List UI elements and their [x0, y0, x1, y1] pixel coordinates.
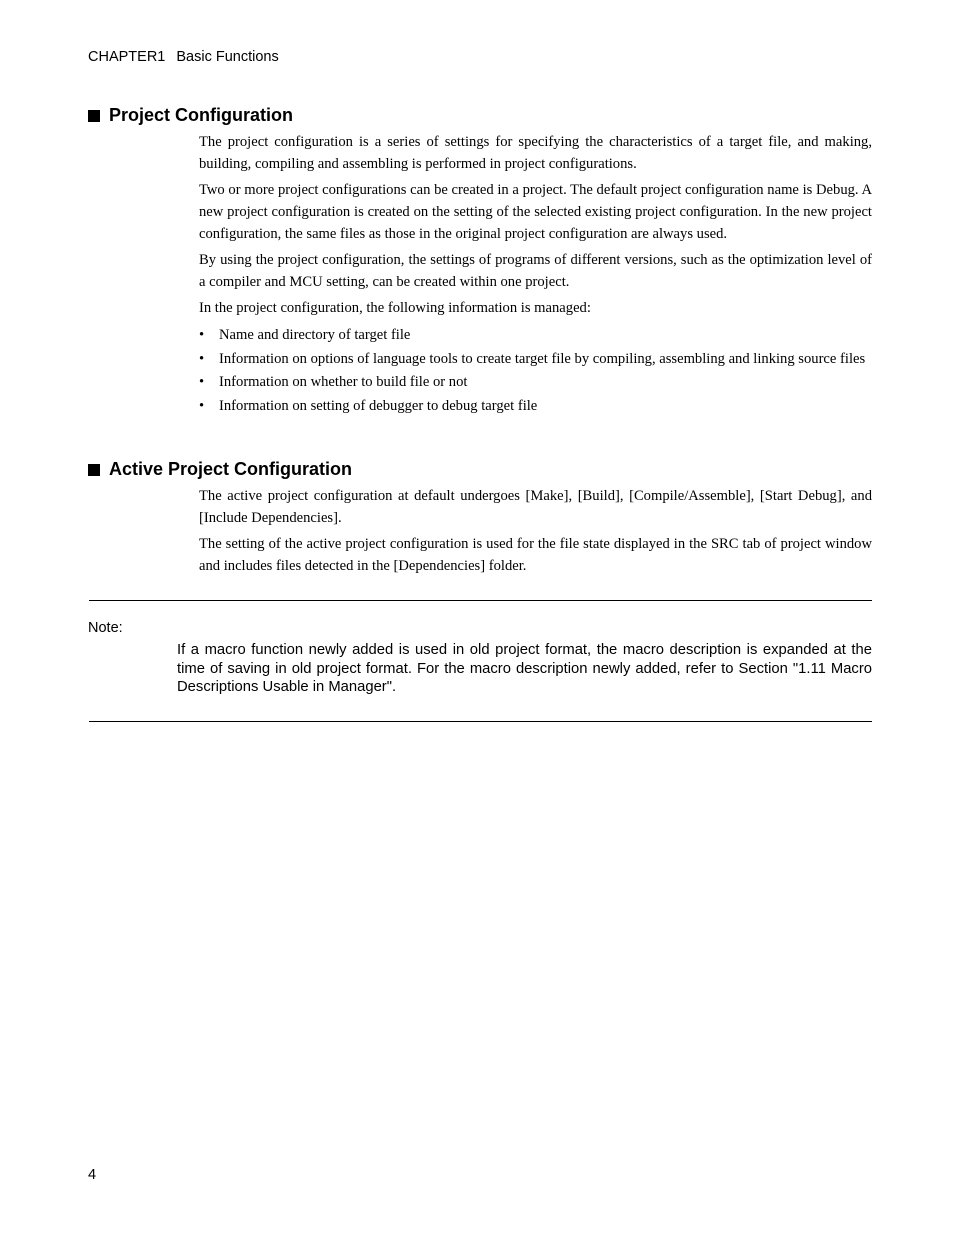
paragraph: The setting of the active project configuration is used for the file state displayed in the SRC tab of project window and includes files detected in the [Dependencies] folder. — [199, 536, 872, 574]
bullet-icon: • — [199, 397, 205, 414]
list-item — [199, 373, 872, 392]
list-item-text: Information on options of language tools to create target file by compiling, assembling and linking source files — [219, 350, 866, 367]
list-item — [199, 350, 872, 369]
paragraph: The project configuration is a series of settings for specifying the characteristics of a target file, and making, building, compiling and assembling is performed in project configurations. — [199, 134, 872, 172]
section-body-project-configuration — [199, 131, 872, 420]
note-bottom-divider — [89, 721, 872, 722]
list-item — [199, 326, 872, 345]
chapter-number: CHAPTER1 — [88, 49, 166, 65]
square-bullet-icon — [88, 110, 100, 122]
paragraph: By using the project configuration, the settings of programs of different versions, such as the optimization level of a compiler and MCU setting, can be created within one project. — [199, 252, 872, 290]
bullet-icon: • — [199, 350, 205, 367]
list-item-text: Information on whether to build file or not — [219, 374, 468, 390]
list-item-text: Information on setting of debugger to debug target file — [219, 397, 538, 414]
running-header — [88, 49, 279, 65]
list-item — [199, 397, 872, 416]
bullet-icon: • — [199, 327, 205, 343]
note-text: If a macro function newly added is used in old project format, the macro description is expanded at the time of saving in old project format. For the macro description newly added, refer to Section "1.11 Macro Descriptions Usable in Manager". — [177, 642, 872, 695]
section-title: Project Configuration — [109, 105, 293, 125]
paragraph: In the project configuration, the following information is managed: — [199, 300, 591, 316]
page-number: 4 — [88, 1167, 97, 1183]
section-body-active-project-configuration — [199, 485, 872, 581]
section-heading-project-configuration — [88, 105, 293, 126]
note-label: Note: — [88, 620, 123, 636]
bullet-icon: • — [199, 374, 205, 390]
list-item-text: Name and directory of target file — [219, 327, 411, 343]
paragraph: The active project configuration at default undergoes [Make], [Build], [Compile/Assemble], [Start Debug], and [Include Dependencies]. — [199, 488, 872, 526]
bullet-list — [199, 326, 872, 416]
section-heading-active-project-configuration — [88, 459, 352, 480]
square-bullet-icon — [88, 464, 100, 476]
paragraph: Two or more project configurations can be created in a project. The default project configuration name is Debug. A new project configuration is created on the setting of the selected existing project configuration. In the new project configuration, the same files as those in the original project configuration are always used. — [199, 182, 872, 242]
section-title: Active Project Configuration — [109, 459, 353, 479]
chapter-title: Basic Functions — [176, 49, 279, 65]
note-top-divider — [89, 600, 872, 601]
